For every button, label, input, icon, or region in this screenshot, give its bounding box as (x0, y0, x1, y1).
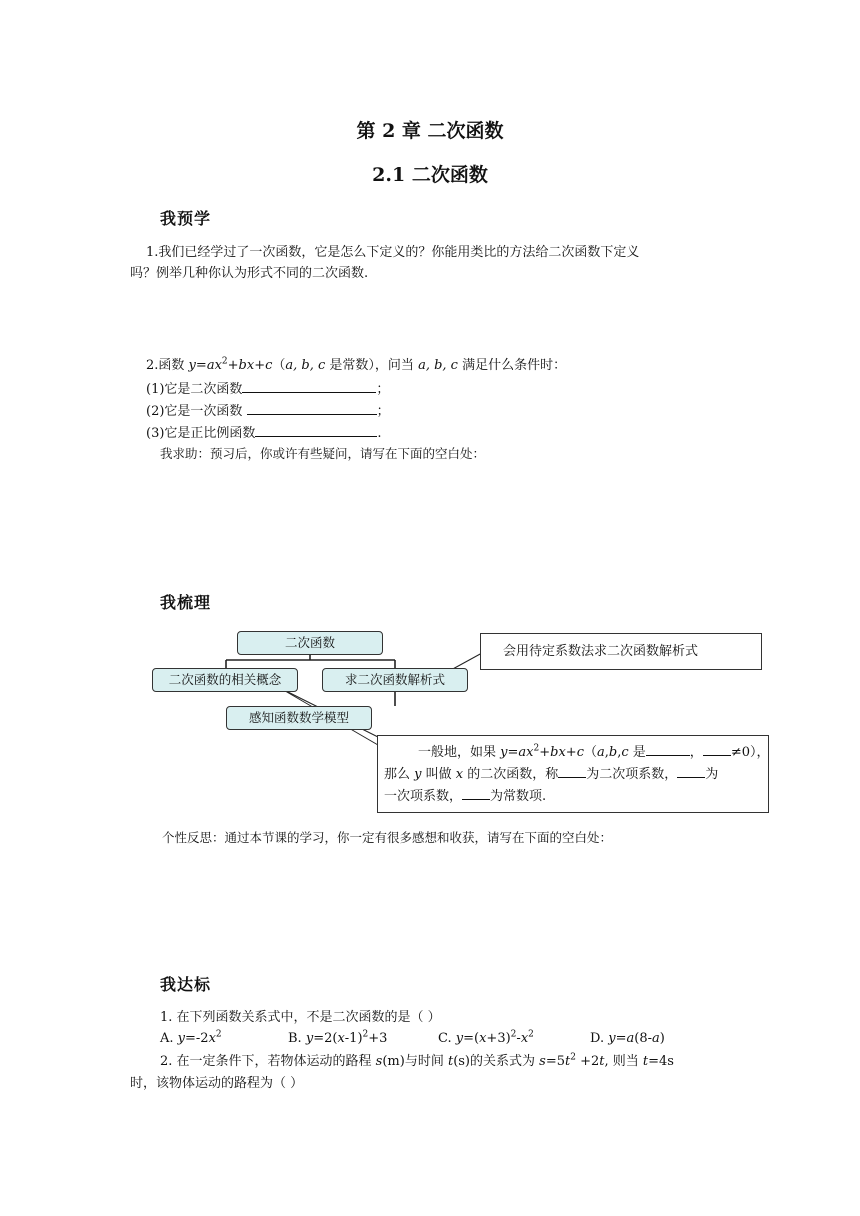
practice-q2-line2: 时，该物体运动的路程为（ ） (130, 1076, 304, 1091)
answer-blank[interactable] (703, 741, 731, 756)
option-d[interactable]: D. y=a(8-a) (590, 1031, 665, 1046)
preview-item-1: (1)它是二次函数 ； (146, 378, 389, 400)
preview-heading: 我预学 (160, 209, 212, 228)
practice-heading: 我达标 (160, 975, 212, 994)
preview-item-2: (2)它是一次函数 ； (146, 400, 390, 422)
preview-q2: 2.函数 $y=ax^2+bx+c(a$, b, c 是常数），问当 a, b, c 满足什么条件时： (146, 356, 567, 373)
preview-q1-line2: 吗？例举几种你认为形式不同的二次函数. (130, 266, 369, 281)
definition-line-1: 一般地，如果 $y=ax^2+bx+c(a,b,c$ 是 ， ≠0）， (384, 741, 762, 763)
practice-q2-line1: 2. 在一定条件下，若物体运动的路程 s(m)与时间 t(s)的关系式为 $s=5t^2 +2t$, 则当 t=4s (160, 1052, 674, 1069)
map-node-root: 二次函数 (237, 631, 383, 655)
answer-blank[interactable] (462, 785, 490, 800)
review-reflect: 个性反思：通过本节课的学习，你一定有很多感想和收获，请写在下面的空白处： (162, 830, 613, 845)
answer-blank[interactable] (646, 741, 690, 756)
chapter-title: 第 2 章 二次函数 (356, 120, 504, 142)
practice-q1: 1. 在下列函数关系式中，不是二次函数的是（ ） (160, 1010, 441, 1025)
map-node-solve: 求二次函数解析式 (322, 668, 468, 692)
option-c[interactable]: C. $y=(x+3)^2-x^2$ (438, 1029, 534, 1046)
preview-q1-line1: 1.我们已经学过了一次函数，它是怎么下定义的？你能用类比的方法给二次函数下定义 (146, 245, 640, 260)
definition-box (377, 735, 769, 813)
option-b[interactable]: B. $y=2(x-1)^2+3$ (288, 1029, 388, 1046)
map-node-model: 感知函数数学模型 (226, 706, 372, 730)
answer-blank[interactable] (558, 763, 586, 778)
review-heading: 我梳理 (160, 593, 212, 612)
option-a[interactable]: A. $y=-2x^2$ (160, 1029, 222, 1046)
definition-line-2: 那么 y 叫做 x 的二次函数，称 为二次项系数， 为 (384, 763, 762, 785)
answer-blank[interactable] (677, 763, 705, 778)
solve-note-box: 会用待定系数法求二次函数解析式 (480, 633, 762, 670)
preview-help: 我求助：预习后，你或许有些疑问，请写在下面的空白处： (160, 446, 486, 461)
map-node-concept: 二次函数的相关概念 (152, 668, 298, 692)
definition-line-3: 一次项系数， 为常数项. (384, 785, 762, 807)
preview-item-3: (3)它是正比例函数 . (146, 422, 382, 444)
section-title: 2.1 二次函数 (372, 164, 488, 186)
